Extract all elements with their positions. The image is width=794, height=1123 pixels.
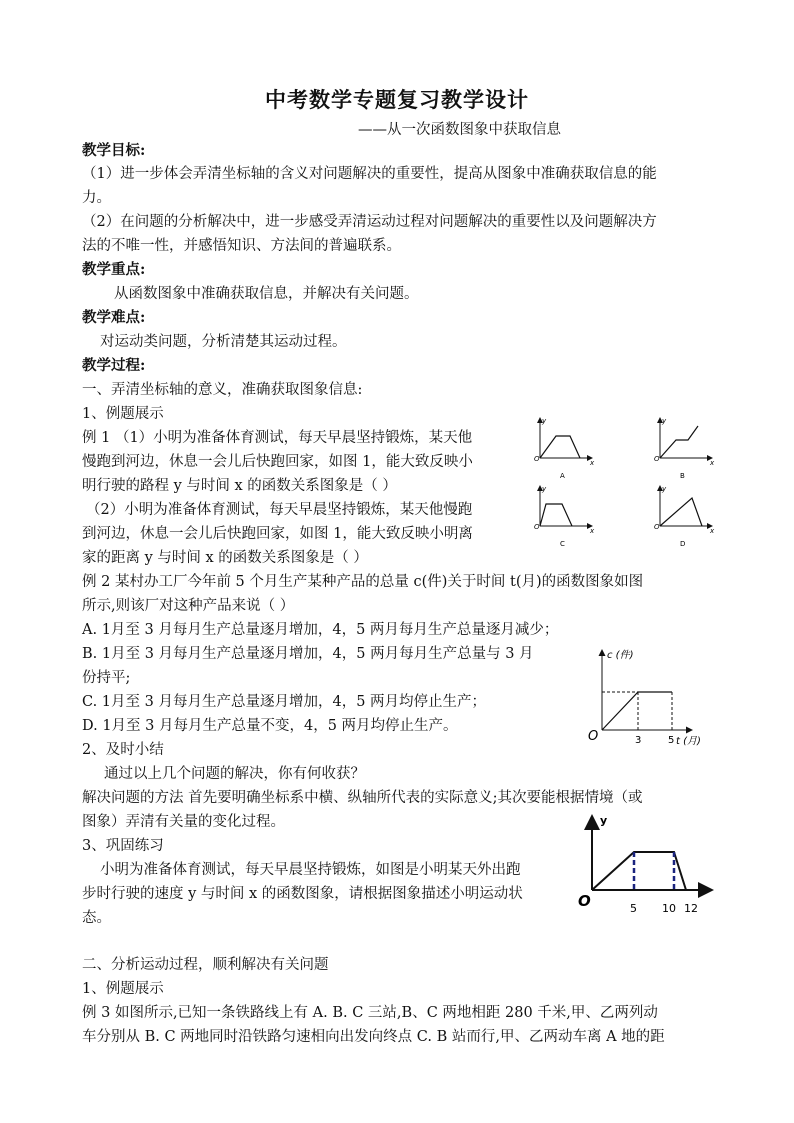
practice-line-2: 步时行驶的速度 y 与时间 x 的函数图象，请根据图象描述小明运动状 — [82, 886, 523, 902]
example-1b-line-2: 到河边，休息一会儿后快跑回家，如图 1，能大致反映小明离 — [82, 526, 473, 542]
practice-line-1: 小明为准备体育测试，每天早晨坚持锻炼，如图是小明某天外出跑 — [100, 862, 521, 878]
key-points-heading: 教学重点: — [82, 261, 146, 278]
example-2-line-2: 所示,则该厂对这种产品来说（ ） — [82, 598, 295, 614]
example-3-line-1: 例 3 如图所示,已知一条铁路线上有 A. B. C 三站,B、C 两地相距 280 千米,甲、乙两列动 — [82, 1005, 658, 1021]
goal-2-line-2: 法的不唯一性，并感悟知识、方法间的普遍联系。 — [82, 238, 401, 254]
practice-line-3: 态。 — [82, 910, 111, 926]
x-label: x — [590, 459, 595, 467]
key-points-text: 从函数图象中准确获取信息，并解决有关问题。 — [114, 286, 419, 302]
section-3-heading: 3、巩固练习 — [82, 838, 164, 854]
goal-1-line-1: （1）进一步体会弄清坐标轴的含义对问题解决的重要性，提高从图象中准确获取信息的能 — [82, 166, 657, 182]
speed-graph — [570, 808, 720, 936]
summary-line-1: 解决问题的方法 首先要明确坐标系中横、纵轴所代表的实际意义;其次要能根据情境（或 — [82, 790, 643, 806]
y-label: y — [542, 417, 547, 425]
graph-a — [528, 414, 598, 486]
origin-label: O — [534, 455, 540, 463]
part-2-heading: 二、分析运动过程，顺利解决有关问题 — [82, 957, 329, 973]
origin-label: O — [534, 523, 540, 531]
difficulties-text: 对运动类问题，分析清楚其运动过程。 — [100, 334, 347, 350]
tick-label: 5 — [668, 735, 675, 746]
section-2-heading: 2、及时小结 — [82, 742, 164, 758]
option-a: A. 1月至 3 月每月生产总量逐月增加，4，5 两月每月生产总量逐月减少； — [82, 622, 559, 638]
tick-label: 5 — [630, 902, 637, 915]
example-1-line-1: 例 1 （1）小明为准备体育测试，每天早晨坚持锻炼，某天他 — [82, 430, 473, 446]
example-1-line-2: 慢跑到河边，休息一会儿后快跑回家，如图 1，能大致反映小 — [82, 454, 473, 470]
t-axis-label: t (月) — [676, 736, 701, 747]
summary-question: 通过以上几个问题的解决，你有何收获？ — [104, 766, 365, 782]
graph-d — [648, 482, 718, 554]
tick-label: 12 — [684, 902, 698, 915]
origin-label: O — [588, 729, 599, 744]
graph-b — [648, 414, 718, 486]
y-label: y — [662, 485, 667, 493]
y-label: y — [662, 417, 667, 425]
page-subtitle: ——从一次函数图象中获取信息 — [358, 122, 561, 138]
option-label: C — [560, 540, 565, 548]
goal-1-line-2: 力。 — [82, 190, 111, 206]
option-c: C. 1月至 3 月每月生产总量逐月增加，4，5 两月均停止生产； — [82, 694, 487, 710]
summary-line-2: 图象）弄清有关量的变化过程。 — [82, 814, 285, 830]
part-2-section-1-heading: 1、例题展示 — [82, 981, 164, 997]
option-b-line-2: 份持平; — [82, 670, 131, 686]
section-1-heading: 1、例题展示 — [82, 406, 164, 422]
c-axis-label: c (件) — [607, 650, 634, 661]
origin-label: O — [654, 455, 660, 463]
graph-line — [660, 426, 698, 458]
process-heading: 教学过程: — [82, 357, 146, 374]
goal-2-line-1: （2）在问题的分析解决中，进一步感受弄清运动过程对问题解决的重要性以及问题解决方 — [82, 214, 657, 230]
option-label: A — [560, 472, 565, 480]
origin-label: O — [578, 892, 591, 910]
example-1b-line-1: （2）小明为准备体育测试，每天早晨坚持锻炼，某天他慢跑 — [86, 502, 473, 518]
page-title: 中考数学专题复习教学设计 — [265, 87, 529, 112]
example-3-line-2: 车分别从 B. C 两地同时沿铁路匀速相向出发向终点 C. B 站而行,甲、乙两动车离 A 地的距 — [82, 1029, 665, 1045]
x-label: x — [590, 527, 595, 535]
example-1b-line-3: 家的距离 y 与时间 x 的函数关系图象是（ ） — [82, 550, 368, 566]
graph-c — [528, 482, 598, 554]
tick-label: 10 — [662, 902, 676, 915]
part-1-heading: 一、弄清坐标轴的意义，准确获取图象信息: — [82, 382, 363, 398]
option-label: D — [680, 540, 686, 548]
example-2-line-1: 例 2 某村办工厂今年前 5 个月生产某种产品的总量 c(件)关于时间 t(月)的函数图象如图 — [82, 574, 644, 590]
production-graph — [580, 640, 710, 750]
y-label: y — [600, 814, 608, 827]
option-b-line-1: B. 1月至 3 月每月生产总量逐月增加，4，5 两月每月生产总量与 3 月 — [82, 646, 534, 662]
difficulties-heading: 教学难点: — [82, 309, 146, 326]
example-1-line-3: 明行驶的路程 y 与时间 x 的函数关系图象是（ ） — [82, 478, 397, 494]
y-label: y — [542, 485, 547, 493]
x-label: x — [710, 527, 715, 535]
graph-line — [540, 436, 580, 458]
goals-heading: 教学目标: — [82, 142, 146, 159]
option-label: B — [680, 472, 685, 480]
graph-line — [602, 692, 672, 730]
x-label: x — [710, 459, 715, 467]
graph-line — [540, 504, 572, 526]
graph-line — [592, 852, 686, 890]
option-d: D. 1月至 3 月每月生产总量不变，4，5 两月均停止生产。 — [82, 718, 458, 734]
tick-label: 3 — [635, 735, 642, 746]
graph-line — [660, 498, 702, 526]
origin-label: O — [654, 523, 660, 531]
